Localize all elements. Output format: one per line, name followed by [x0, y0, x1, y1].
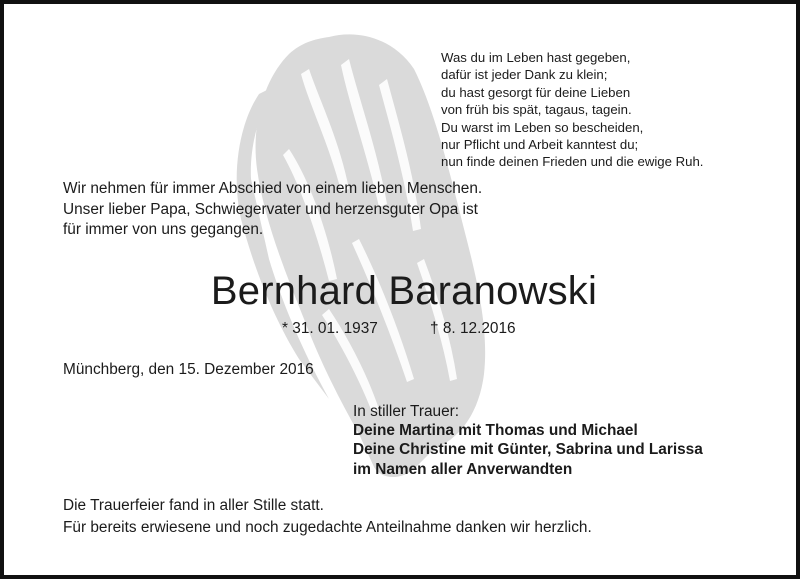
intro-line: Wir nehmen für immer Abschied von einem lieben Menschen.	[63, 180, 483, 197]
intro-line: Unser lieber Papa, Schwiegervater und herzensguter Opa ist	[63, 200, 478, 218]
memorial-poem	[441, 49, 786, 171]
mourner-line: im Namen aller Anverwandten	[353, 460, 573, 478]
poem-line: du hast gesorgt für deine Lieben	[441, 84, 631, 100]
intro-text	[63, 179, 563, 241]
birth-date: * 31. 01. 1937	[282, 320, 378, 337]
poem-line: nur Pflicht und Arbeit kanntest du;	[441, 137, 639, 153]
intro-line: für immer von uns gegangen.	[63, 221, 264, 238]
mourners-heading: In stiller Trauer:	[353, 403, 460, 420]
deceased-name: Bernhard Baranowski	[210, 269, 598, 313]
poem-line: Was du im Leben hast gegeben,	[441, 50, 631, 65]
closing-line: Die Trauerfeier fand in aller Stille statt.	[63, 497, 324, 514]
closing-line: Für bereits erwiesene und noch zugedachte Anteilnahme danken wir herzlich.	[63, 518, 592, 536]
poem-line: von früh bis spät, tagaus, tagein.	[441, 102, 632, 118]
poem-line: nun finde deinen Frieden und die ewige Ruh.	[441, 154, 704, 170]
place-and-date: Münchberg, den 15. Dezember 2016	[63, 361, 314, 378]
poem-line: dafür ist jeder Dank zu klein;	[441, 67, 608, 83]
mourners-block	[353, 402, 793, 479]
mourner-line: Deine Martina mit Thomas und Michael	[353, 422, 638, 440]
poem-line: Du warst im Leben so bescheiden,	[441, 119, 644, 135]
death-date: † 8. 12.2016	[430, 320, 516, 337]
mourner-line: Deine Christine mit Günter, Sabrina und Larissa	[353, 441, 703, 459]
closing-text	[63, 495, 763, 538]
